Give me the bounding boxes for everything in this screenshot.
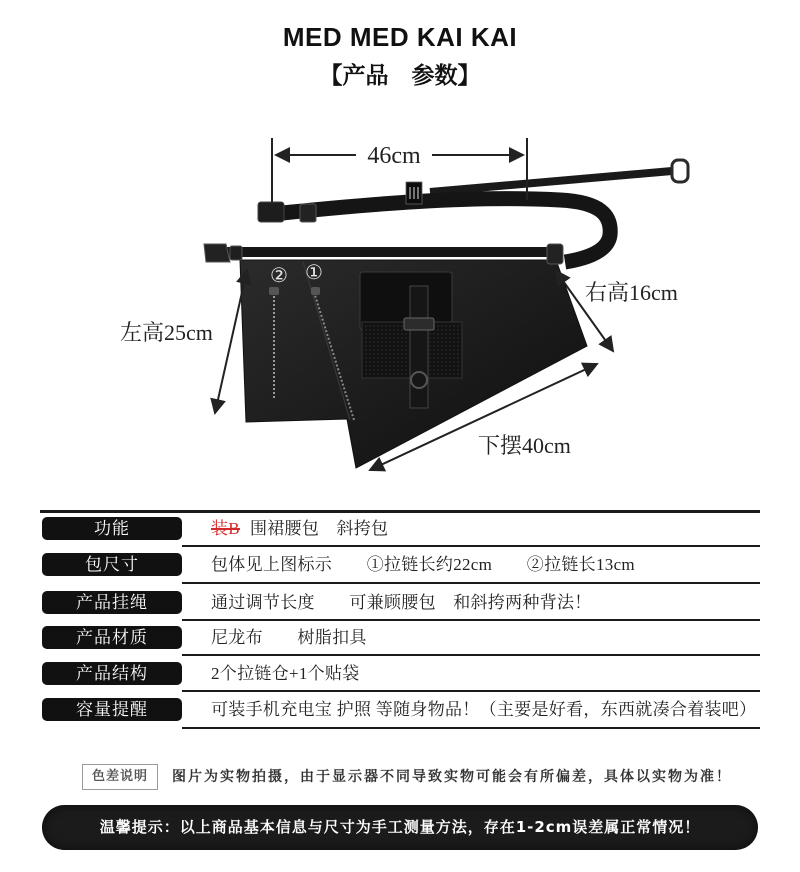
spec-label: 产品结构 xyxy=(42,662,182,685)
color-notice-tag: 色差说明 xyxy=(82,764,158,790)
spec-row-function xyxy=(0,517,800,541)
row-divider xyxy=(182,619,760,621)
belt-slider-icon xyxy=(230,246,242,260)
spec-struck-text: 装B xyxy=(211,519,240,538)
pocket-strap xyxy=(410,286,428,408)
left-height-label: 左高25cm xyxy=(120,320,213,345)
spec-row-size xyxy=(0,553,800,577)
spec-value xyxy=(211,517,388,540)
spec-row-strap xyxy=(0,591,800,615)
right-height-label: 右高16cm xyxy=(585,280,678,305)
table-top-rule xyxy=(40,510,760,513)
row-divider xyxy=(182,690,760,692)
belt-buckle-icon xyxy=(204,244,230,262)
spec-label: 功能 xyxy=(42,517,182,540)
zipper-2-marker: ② xyxy=(270,263,288,287)
footer-banner: 温馨提示：以上商品基本信息与尺寸为手工测量方法，存在1-2cm误差属正常情况！ xyxy=(42,805,758,850)
row-divider xyxy=(182,654,760,656)
shoulder-strap xyxy=(258,160,688,262)
brand-title: MED MED KAI KAI xyxy=(282,22,518,52)
spec-value: 可装手机充电宝 护照 等随身物品！（主要是好看，东西就凑合着装吧） xyxy=(211,700,757,719)
spec-row-material xyxy=(0,626,800,650)
width-label: 46cm xyxy=(367,143,421,169)
spec-value: 尼龙布 树脂扣具 xyxy=(211,628,367,647)
strap-buckle-icon xyxy=(258,202,284,222)
spec-row-structure xyxy=(0,662,800,686)
row-divider xyxy=(182,582,760,584)
section-subtitle: 【产品 参数】 xyxy=(319,63,481,89)
spec-value: 通过调节长度 可兼顾腰包 和斜挎两种背法！ xyxy=(211,593,592,612)
strap-slider-icon xyxy=(300,204,316,222)
color-notice-text: 图片为实物拍摄，由于显示器不同导致实物可能会有所偏差，具体以实物为准！ xyxy=(172,769,732,785)
strap-tail xyxy=(430,171,672,192)
left-height-dimension xyxy=(120,270,247,413)
spec-label: 包尺寸 xyxy=(42,553,182,576)
spec-value: 包体见上图标示 ①拉链长约22cm ②拉链长13cm xyxy=(211,555,635,574)
spec-label: 产品挂绳 xyxy=(42,591,182,614)
zipper-1-marker: ① xyxy=(305,260,323,284)
brand-tag-icon xyxy=(406,182,422,204)
spec-value: 2个拉链仓+1个贴袋 xyxy=(211,664,360,683)
zipper-2-pull-icon xyxy=(269,287,279,295)
spec-row-capacity xyxy=(0,698,800,722)
hem-label: 下摆40cm xyxy=(478,433,571,458)
belt-connector-icon xyxy=(547,244,563,264)
row-divider xyxy=(182,727,760,729)
zipper-1-pull-icon xyxy=(311,287,320,295)
spec-value-text: 围裙腰包 斜挎包 xyxy=(249,519,389,538)
d-ring-icon xyxy=(672,160,688,182)
pocket-buckle-icon xyxy=(404,318,434,330)
spec-label: 容量提醒 xyxy=(42,698,182,721)
row-divider xyxy=(182,545,760,547)
spec-label: 产品材质 xyxy=(42,626,182,649)
